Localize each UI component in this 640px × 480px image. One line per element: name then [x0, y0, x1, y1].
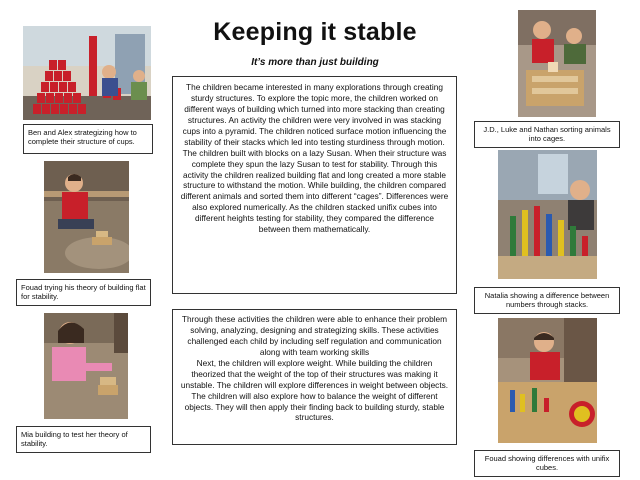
caption-natalia: Natalia showing a difference between numbers through stacks.	[474, 287, 620, 314]
second-text-para1: Through these activities the children were able to enhance their problem solving, analyzing, designing and strategizing skills. These activities challenged each child by including self regulation and communication along with team working skills	[181, 314, 448, 357]
second-text-box	[172, 309, 457, 445]
main-text-box	[172, 76, 457, 294]
caption-fouad-flat: Fouad trying his theory of building flat for stability.	[16, 279, 151, 306]
caption-ben-alex: Ben and Alex strategizing how to complete their structure of cups.	[23, 124, 153, 154]
photo-jd-luke-nathan	[518, 10, 596, 117]
second-text-para2: Next, the children will explore weight. While building the children theorized that the weight of the top of their structures was making it unstable. The children will explore differences in weight between objects. The children will also explore how to balance the weight of different objects. They will then apply their finding back to building sturdy, stable structures.	[180, 357, 449, 423]
photo-mia-building	[44, 313, 128, 419]
caption-fouad-unifix: Fouad showing differences with unifix cubes.	[474, 450, 620, 477]
caption-mia: Mia building to test her theory of stability.	[16, 426, 151, 453]
main-text: The children became interested in many explorations through creating sturdy structures. To explore the topic more, the children worked on different ways of building which turned into more stacking than creating structures. An activity the children were very involved in was stacking cups into a pyramid. The children noticed surface motion influencing the stability of their stacks which led into testing sturdiness through motion. The children built with blocks on a lazy Susan. When their structure was complete they spun the lazy Susan to test for stability. Through this activity the children realized building flat and long created a more stable structure to withstand the motion. While building, the children compared different animals and sorted them into different “cages”. Differences were also explored numerically. As the children stacked unifix cubes into different heights testing for stability, they compared the difference between them mathematically.	[180, 82, 449, 235]
page-title: Keeping it stable	[213, 18, 417, 46]
caption-jd-luke-nathan: J.D., Luke and Nathan sorting animals into cages.	[474, 121, 620, 148]
photo-fouad-unifix	[498, 318, 597, 443]
photo-natalia-stacks	[498, 150, 597, 279]
page-subtitle: It’s more than just building	[251, 57, 379, 68]
photo-cup-pyramid	[23, 26, 151, 120]
photo-fouad-building	[44, 161, 129, 273]
